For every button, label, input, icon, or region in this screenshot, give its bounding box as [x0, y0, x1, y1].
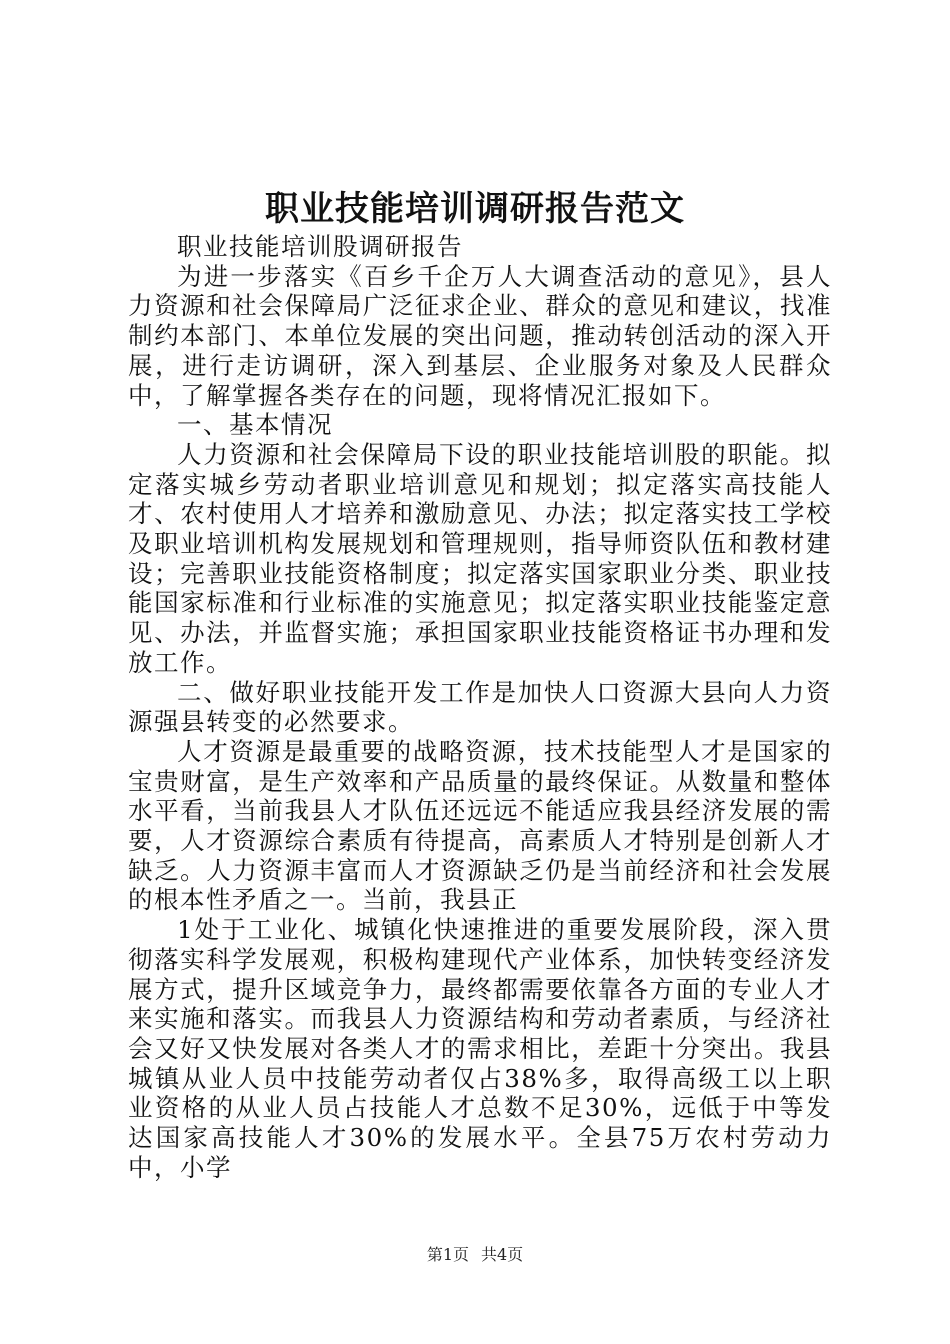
subtitle-paragraph: 职业技能培训股调研报告	[177, 232, 463, 261]
development-paragraph: 1处于工业化、城镇化快速推进的重要发展阶段，深入贯彻落实科学发展观，积极构建现代产业体系，加快转变经济发展方式，提升区域竞争力，最终都需要依靠各方面的专业人才来实施和落实。而我县人力资源结构和劳动者素质，与经济社会又好又快发展对各类人才的需求相比，差距十分突出。我县城镇从业人员中技能劳动者仅占38%多，取得高级工以上职业资格的从业人员占技能人才总数不足30%，远低于中等发达国家高技能人才30%的发展水平。全县75万农村劳动力中，小学	[128, 915, 832, 1182]
intro-paragraph: 为进一步落实《百乡千企万人大调查活动的意见》，县人力资源和社会保障局广泛征求企业、群众的意见和建议，找准制约本部门、本单位发展的突出问题，推动转创活动的深入开展，进行走访调研，深入到基层、企业服务对象及人民群众中，了解掌握各类存在的问题，现将情况汇报如下。	[128, 261, 832, 410]
page-footer	[0, 1245, 950, 1265]
page-number: 第1页	[426, 1245, 469, 1264]
talent-paragraph: 人才资源是最重要的战略资源，技术技能型人才是国家的宝贵财富，是生产效率和产品质量的最终保证。从数量和整体水平看，当前我县人才队伍还远远不能适应我县经济发展的需要，人才资源综合素质有待提高，高素质人才特别是创新人才缺乏。人力资源丰富而人才资源缺乏仍是当前经济和社会发展的根本性矛盾之一。当前，我县正	[128, 736, 832, 915]
section-heading-basic: 一、基本情况	[177, 410, 333, 440]
functions-paragraph: 人力资源和社会保障局下设的职业技能培训股的职能。拟定落实城乡劳动者职业培训意见和规划；拟定落实高技能人才、农村使用人才培养和激励意见、办法；拟定落实技工学校及职业培训机构发展规划和管理规则，指导师资队伍和教材建设；完善职业技能资格制度；拟定落实国家职业分类、职业技能国家标准和行业标准的实施意见；拟定落实职业技能鉴定意见、办法，并监督实施；承担国家职业技能资格证书办理和发放工作。	[128, 439, 832, 677]
document-body	[128, 232, 832, 1183]
section-heading-two: 二、做好职业技能开发工作是加快人口资源大县向人力资源强县转变的必然要求。	[128, 677, 832, 737]
document-title: 职业技能培训调研报告范文	[265, 189, 685, 229]
page-total: 共4页	[481, 1245, 524, 1264]
